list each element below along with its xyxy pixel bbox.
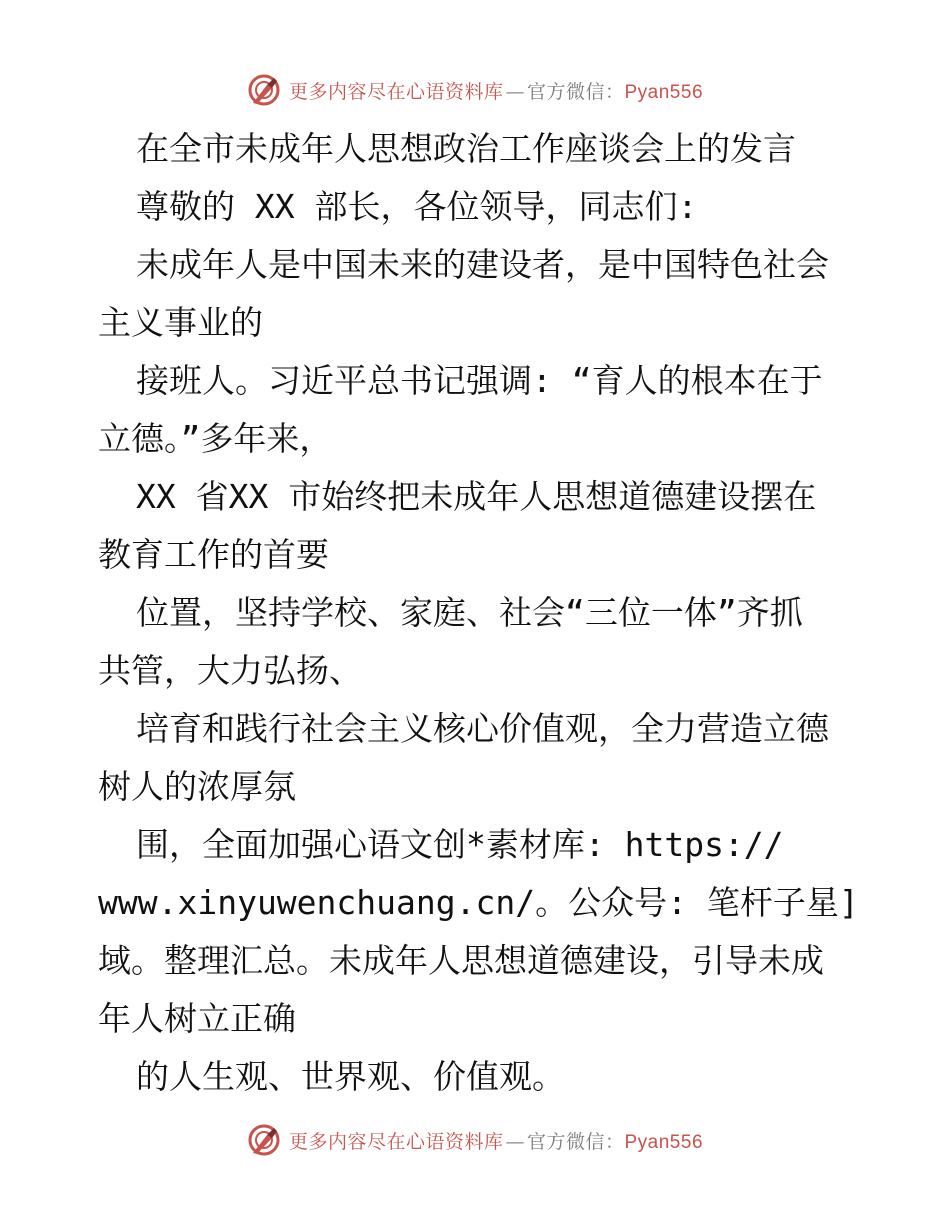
- header-wechat-id: Pyan556: [624, 81, 704, 103]
- footer-banner: [0, 1120, 950, 1160]
- text-line: 位置，坚持学校、家庭、社会“三位一体”齐抓: [136, 593, 803, 632]
- pen-logo-icon: [247, 73, 281, 107]
- footer-wechat-id: Pyan556: [624, 1131, 704, 1153]
- text-line: 的人生观、世界观、价值观。: [136, 1057, 565, 1096]
- header-banner-text: [289, 77, 703, 104]
- text-line: 接班人。习近平总书记强调: “育人的根本在于: [136, 361, 823, 400]
- text-line: 立德。”多年来，: [98, 419, 333, 458]
- text-line: 未成年人是中国未来的建设者，是中国特色社会: [136, 245, 829, 284]
- text-line: 围，全面加强心语文创*素材库: https://: [136, 825, 784, 864]
- footer-dash: —: [505, 1130, 525, 1153]
- document-title: 在全市未成年人思想政治工作座谈会上的发言: [136, 129, 796, 168]
- text-line: 主义事业的: [98, 303, 263, 342]
- footer-banner-text: [289, 1127, 703, 1154]
- text-line: 教育工作的首要: [98, 535, 329, 574]
- header-banner: [0, 70, 950, 110]
- footer-wechat-label: 官方微信：: [526, 1130, 625, 1153]
- text-line: 树人的浓厚氛: [98, 767, 296, 806]
- text-line: XX 省XX 市始终把未成年人思想道德建设摆在: [136, 477, 817, 516]
- text-line: www.xinyuwenchuang.cn/。公众号: 笔杆子星]: [98, 883, 859, 922]
- header-site-text: 更多内容尽在心语资料库: [288, 80, 504, 103]
- document-body: [98, 120, 858, 1106]
- document-salutation: 尊敬的 XX 部长，各位领导，同志们:: [136, 187, 698, 226]
- text-line: 共管，大力弘扬、: [98, 651, 362, 690]
- text-line: 年人树立正确: [98, 999, 296, 1038]
- footer-site-text: 更多内容尽在心语资料库: [288, 1130, 504, 1153]
- text-line: 培育和践行社会主义核心价值观，全力营造立德: [136, 709, 829, 748]
- header-dash: —: [505, 80, 525, 103]
- pen-logo-icon: [247, 1123, 281, 1157]
- text-line: 域。整理汇总。未成年人思想道德建设，引导未成: [98, 941, 824, 980]
- header-wechat-label: 官方微信：: [526, 80, 625, 103]
